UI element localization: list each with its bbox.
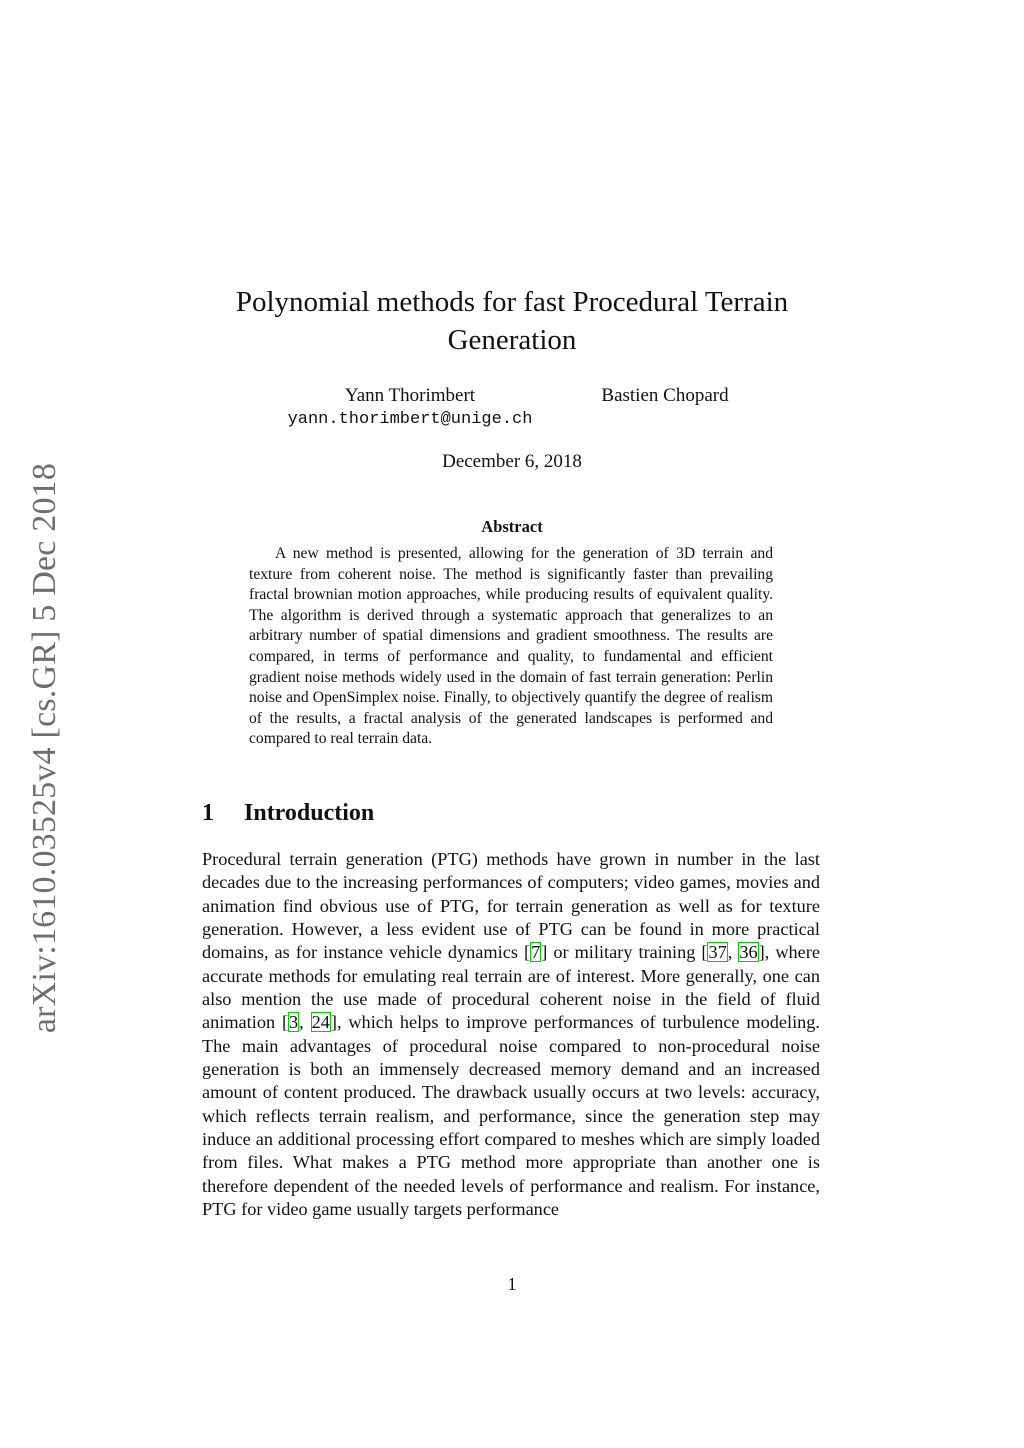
citation-link[interactable]: 24 (311, 1012, 330, 1033)
author-email[interactable]: yann.thorimbert@unige.ch (287, 410, 533, 429)
paper-title: Polynomial methods for fast Procedural Terrain Generation (235, 286, 789, 356)
author-name: Bastien Chopard (601, 385, 729, 406)
citation-link[interactable]: 36 (739, 942, 758, 963)
author-block-2 (560, 384, 770, 408)
section-heading (202, 800, 374, 827)
abstract-heading: Abstract (481, 517, 543, 536)
paragraph-text: Procedural terrain generation (PTG) methods have grown in number in the last decades due to the increasing performances of computers; video games, movies and animation find obvious use of PTG, for terrain generation as well as for texture generation. However, a less evident use of PTG can be found in more practical domains, as for instance vehicle dynamics (202, 849, 820, 963)
section-title: Introduction (244, 800, 375, 826)
abstract-text: A new method is presented, allowing for the generation of 3D terrain and texture from coherent noise. The method is significantly faster than prevailing fractal brownian motion approaches, while producing results of equivalent quality. The algorithm is derived through a systematic approach that generalizes to an arbitrary number of spatial dimensions and gradient smoothness. The results are compared, in terms of performance and quality, to fundamental and efficient gradient noise methods widely used in the domain of fast terrain generation: Perlin noise and OpenSimplex noise. Finally, to objectively quantify the degree of realism of the results, a fractal analysis of the generated landscapes is performed and compared to real terrain data. (249, 545, 773, 748)
author-block-1 (260, 384, 560, 432)
citation-link[interactable]: 7 (531, 942, 541, 963)
paragraph-text: , where accurate methods for emulating real terrain are of interest. More generally, one can also mention the use made of procedural coherent noise in the field of fluid animation (202, 942, 820, 1033)
page-number: 1 (507, 1274, 517, 1294)
section-number: 1 (202, 800, 214, 826)
paragraph-text: , which helps to improve performances of turbulence modeling. The main advantages of procedural noise compared to non-procedural noise generation is both an immensely decreased memory demand and an increased amount of content produced. The drawback usually occurs at two levels: accuracy, which reflects terrain realism, and performance, since the generation step may induce an additional processing effort compared to meshes which are simply loaded from files. What makes a PTG method more appropriate than another one is therefore dependent of the needed levels of performance and realism. For instance, PTG for video game usually targets performance (202, 1012, 820, 1220)
arxiv-identifier-stamp: arXiv:1610.03525v4 [cs.GR] 5 Dec 2018 (26, 462, 63, 1034)
paragraph-text: or military training (553, 942, 702, 963)
author-name: Yann Thorimbert (344, 385, 476, 406)
introduction-paragraph: Procedural terrain generation (PTG) methods have grown in number in the last decades due to the increasing performances of computers; video games, movies and animation find obvious use of PTG, for terrain generation as well as for texture generation. However, a less evident use of PTG can be found in more practical domains, as for instance vehicle dynamics [7] or military training [37, 36], where accurate methods for emulating real terrain are of interest. More generally, one can also mention the use made of procedural coherent noise in the field of fluid animation [3, 24], which helps to improve performances of turbulence modeling. The main advantages of procedural noise compared to non-procedural noise generation is both an immensely decreased memory demand and an increased amount of content produced. The drawback usually occurs at two levels: accuracy, which reflects terrain realism, and performance, since the generation step may induce an additional processing effort compared to meshes which are simply loaded from files. What makes a PTG method more appropriate than another one is therefore dependent of the needed levels of performance and realism. For instance, PTG for video game usually targets performance (202, 849, 820, 1220)
citation-link[interactable]: 37 (708, 942, 727, 963)
publication-date: December 6, 2018 (442, 451, 582, 472)
citation-link[interactable]: 3 (289, 1012, 299, 1033)
